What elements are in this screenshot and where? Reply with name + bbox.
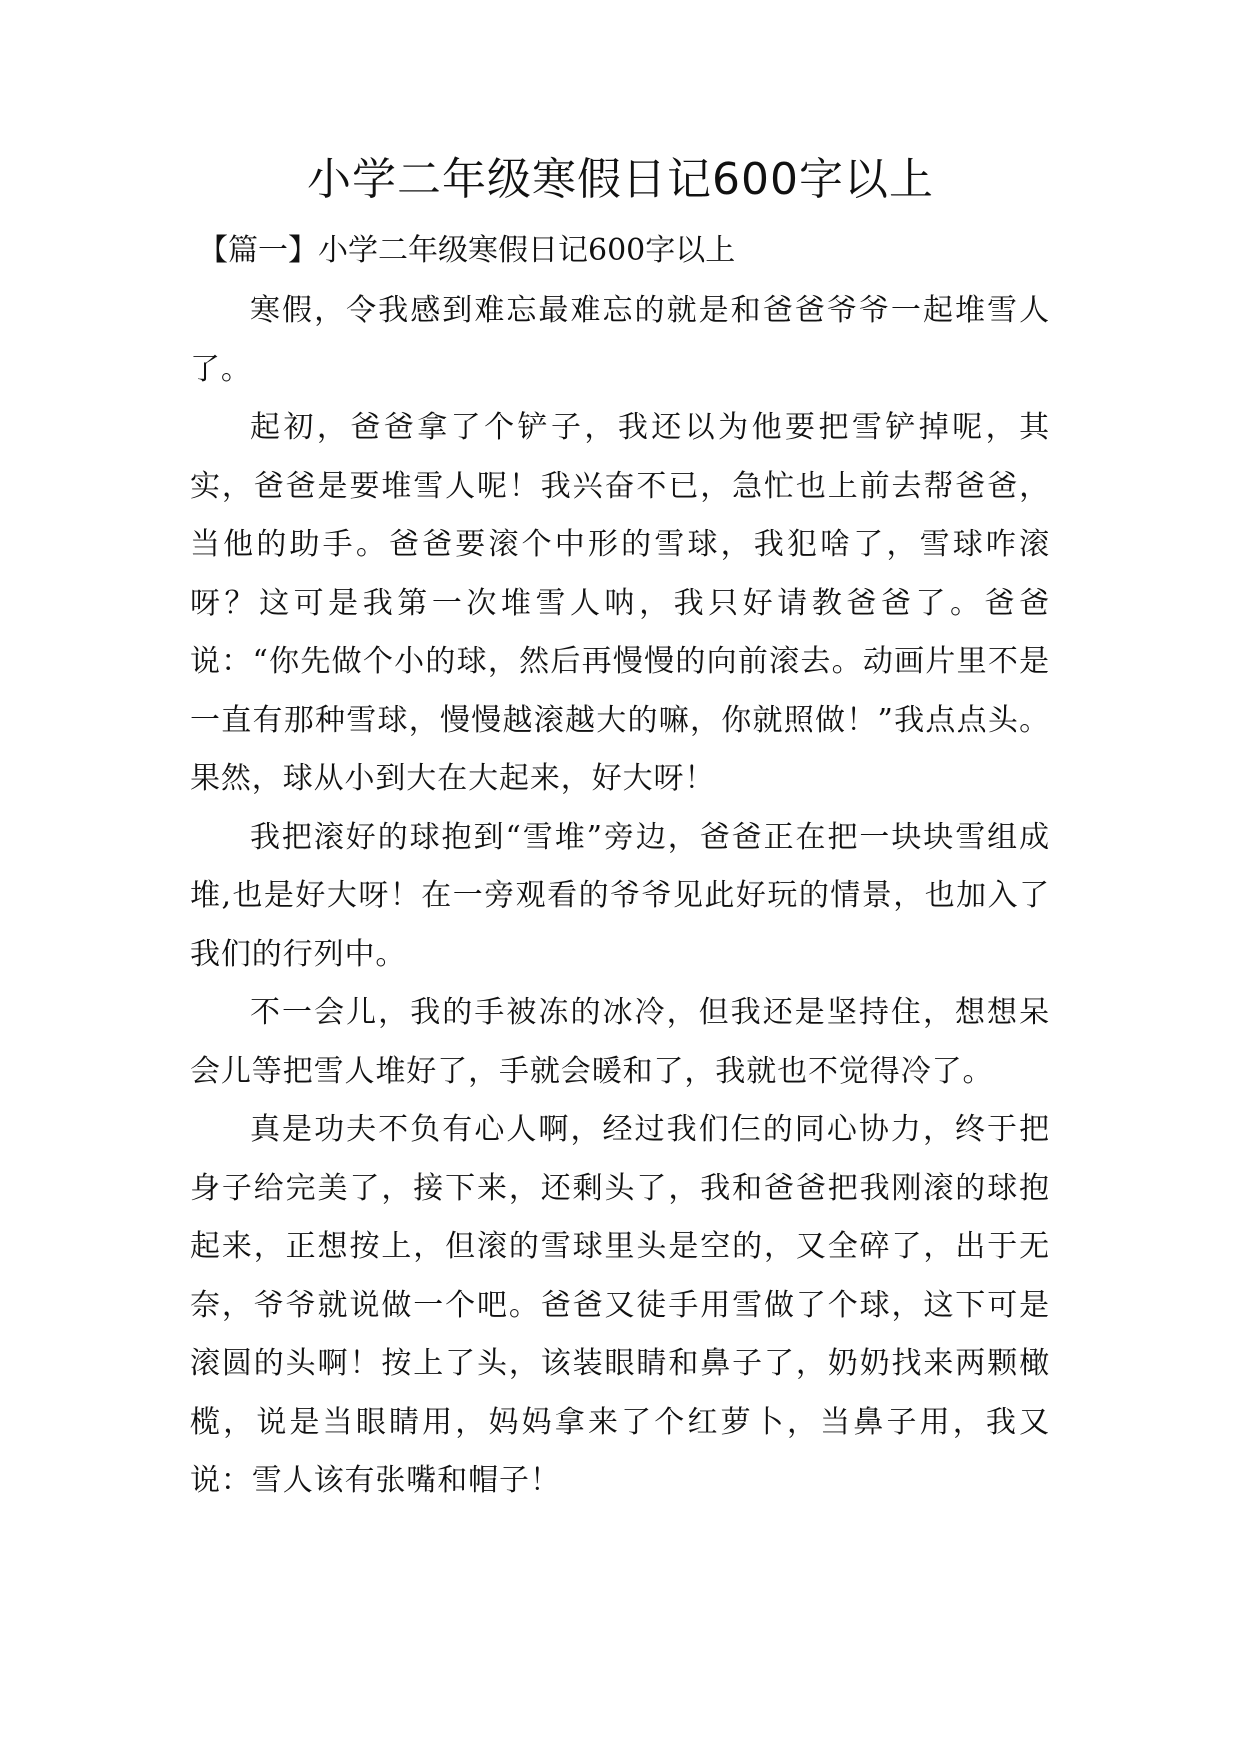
paragraph: 真是功夫不负有心人啊，经过我们仨的同心协力，终于把身子给完美了，接下来，还剩头了，我和爸爸把我刚滚的球抱起来，正想按上，但滚的雪球里头是空的，又全碎了，出于无奈，爷爷就说做一个吧。爸爸又徒手用雪做了个球，这下可是滚圆的头啊！按上了头，该装眼睛和鼻子了，奶奶找来两颗橄榄，说是当眼睛用，妈妈拿来了个红萝卜，当鼻子用，我又说：雪人该有张嘴和帽子！ (190, 1112, 1050, 1498)
section-heading: 【篇一】小学二年级寒假日记600字以上 (198, 233, 736, 268)
document-title: 小学二年级寒假日记600字以上 (307, 154, 934, 205)
paragraph: 我把滚好的球抱到“雪堆”旁边，爸爸正在把一块块雪组成堆,也是好大呀！在一旁观看的爷爷见此好玩的情景，也加入了我们的行列中。 (190, 819, 1050, 972)
paragraph: 寒假，令我感到难忘最难忘的就是和爸爸爷爷一起堆雪人了。 (190, 293, 1050, 387)
paragraph: 不一会儿，我的手被冻的冰冷，但我还是坚持住，想想呆会儿等把雪人堆好了，手就会暖和了，我就也不觉得冷了。 (190, 995, 1050, 1089)
document-body (190, 282, 1050, 1511)
paragraph: 起初，爸爸拿了个铲子，我还以为他要把雪铲掉呢，其实，爸爸是要堆雪人呢！我兴奋不已，急忙也上前去帮爸爸，当他的助手。爸爸要滚个中形的雪球，我犯啥了，雪球咋滚呀？这可是我第一次堆雪人呐，我只好请教爸爸了。爸爸说：“你先做个小的球，然后再慢慢的向前滚去。动画片里不是一直有那种雪球，慢慢越滚越大的嘛，你就照做！”我点点头。果然，球从小到大在大起来，好大呀！ (190, 410, 1050, 796)
